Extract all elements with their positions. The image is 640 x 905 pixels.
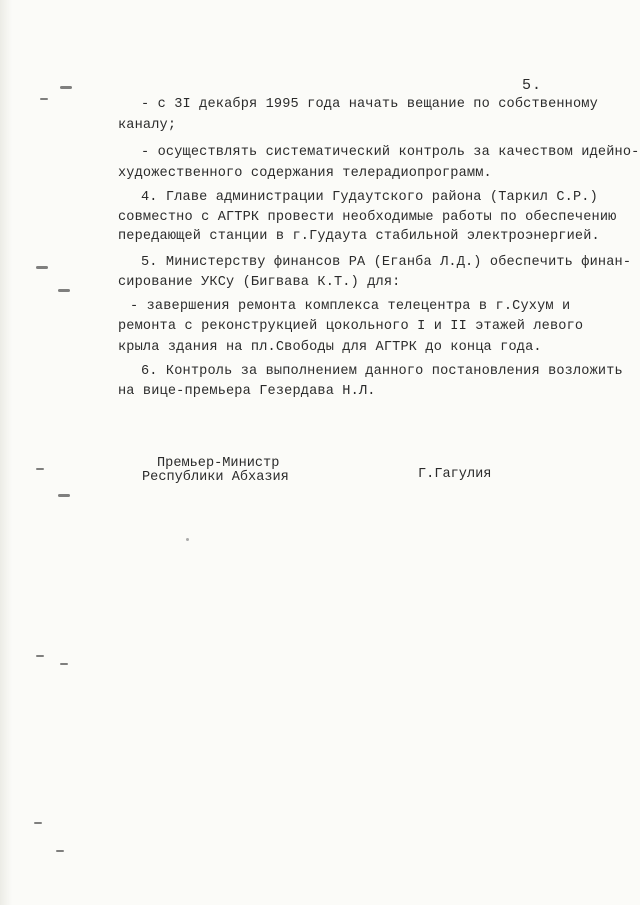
punch-mark (36, 266, 48, 269)
punch-mark (40, 98, 48, 100)
punch-mark (36, 655, 44, 657)
punch-mark (34, 822, 42, 824)
text-line-2: каналу; (118, 118, 177, 133)
page-number: 5. (522, 77, 543, 94)
punch-mark (58, 494, 70, 497)
text-line-8: 5. Министерству финансов РА (Еганба Л.Д.) обеспечить финан- (141, 255, 632, 270)
punch-mark (36, 468, 44, 470)
text-line-10: - завершения ремонта комплекса телецентра в г.Сухум и (130, 299, 571, 314)
text-line-7: передающей станции в г.Гудаута стабильной электроэнергией. (118, 229, 600, 244)
text-line-6: совместно с АГТРК провести необходимые работы по обеспечению (118, 210, 617, 225)
punch-mark (58, 289, 70, 292)
text-line-9: сирование УКСу (Бигвава К.Т.) для: (118, 275, 401, 290)
text-line-5: 4. Главе администрации Гудаутского района (Таркил С.Р.) (141, 190, 598, 205)
punch-mark (60, 663, 68, 665)
text-line-14: на вице-премьера Гезердава Н.Л. (118, 384, 376, 399)
page-edge-shadow (0, 0, 12, 905)
text-line-12: крыла здания на пл.Свободы для АГТРК до конца года. (118, 340, 542, 355)
text-line-4: художественного содержания телерадиопрограмм. (118, 166, 492, 181)
text-line-1: - с 3I декабря 1995 года начать вещание по собственному (141, 97, 598, 112)
text-line-11: ремонта с реконструкцией цокольного I и II этажей левого (118, 319, 584, 334)
text-line-3: - осуществлять систематический контроль за качеством идейно- (141, 145, 640, 160)
signatory-title-line-2: Республики Абхазия (142, 470, 289, 485)
punch-mark (60, 86, 72, 89)
signatory-title-line-1: Премьер-Министр (157, 456, 280, 471)
text-line-13: 6. Контроль за выполнением данного постановления возложить (141, 364, 623, 379)
paper-speck (186, 538, 189, 541)
punch-mark (56, 850, 64, 852)
signatory-name: Г.Гагулия (418, 467, 492, 482)
